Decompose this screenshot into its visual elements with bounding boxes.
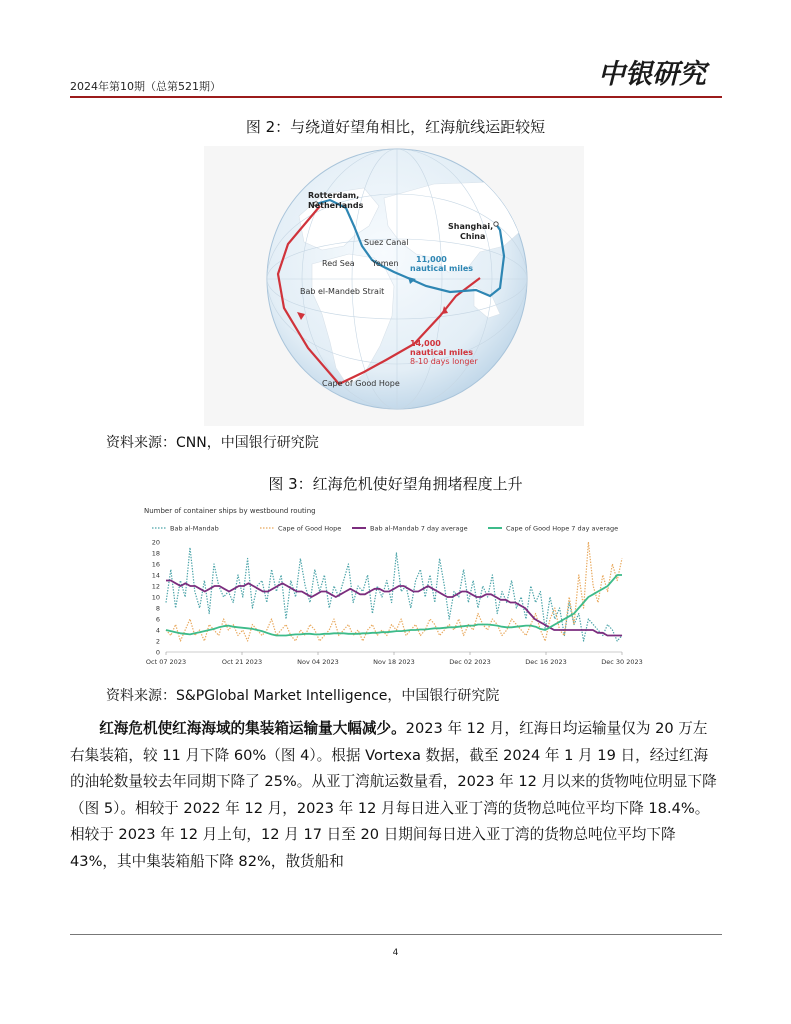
y-tick-label: 16 [151, 560, 160, 569]
suez-label: Suez Canal [364, 238, 409, 247]
bab-label: Bab el-Mandeb Strait [300, 287, 385, 296]
header-divider [70, 96, 722, 98]
long-route-extra-days: 8-10 days longer [410, 357, 478, 366]
x-tick-label: Dec 16 2023 [525, 658, 567, 666]
legend-label-2: Cape of Good Hope [278, 524, 342, 533]
legend-label-1: Bab al-Mandab [170, 524, 219, 533]
footer-divider [70, 934, 722, 935]
y-tick-label: 10 [151, 593, 160, 602]
red-sea-label: Red Sea [322, 259, 355, 268]
body-paragraph [70, 716, 722, 875]
y-tick-label: 12 [151, 582, 160, 591]
shanghai-label-line2: China [460, 232, 486, 241]
shanghai-label-line1: Shanghai, [448, 222, 494, 231]
lead-sentence: 红海危机使红海海域的集装箱运输量大幅减少。 [99, 720, 406, 737]
legend-label-4: Cape of Good Hope 7 day average [506, 524, 619, 533]
long-route-miles-unit: nautical miles [410, 348, 474, 357]
figure-3-title: 图 3：红海危机使好望角拥堵程度上升 [268, 475, 523, 493]
shanghai-marker [494, 222, 498, 226]
svg-text:中银研究: 中银研究 [598, 59, 706, 90]
short-route-miles: 11,000 [416, 255, 447, 264]
issue-number: 2024年第10期（总第521期） [70, 80, 221, 93]
paragraph-text: 2023 年 12 月，红海日均运输量仅为 20 万左右集装箱，较 11 月下降 60%（图 4）。根据 Vortexa 数据，截至 2024 年 1 月 19 日，经过红海的油轮数量较去年同期下降了 25%。从亚丁湾航运数量看，2023 年 12 月以来的货物吨位明显下降（图 5）。相较于 2022 年 12 月，2023 年 12 月每日进入亚丁湾的货物总吨位平均下降 18.4%。相较于 2023 年 12 月上旬，12 月 17 日至 20 日期间每日进入亚丁湾的货物总吨位平均下降 43%，其中集装箱船下降 82%，散货船和 [70, 720, 717, 870]
figure-3-source: 资料来源：S&PGlobal Market Intelligence，中国银行研究院 [106, 688, 500, 704]
figure-2-title: 图 2：与绕道好望角相比，红海航线运距较短 [245, 118, 546, 136]
cape-label: Cape of Good Hope [322, 379, 400, 388]
y-tick-label: 14 [151, 571, 160, 580]
long-route-miles: 14,000 [410, 339, 441, 348]
y-tick-label: 4 [155, 626, 160, 635]
rotterdam-label-line2: Netherlands [308, 201, 364, 210]
chart-title: Number of container ships by westbound routing [144, 507, 316, 515]
short-route-miles-unit: nautical miles [410, 264, 474, 273]
x-tick-label: Dec 02 2023 [449, 658, 491, 666]
rotterdam-label-line1: Rotterdam, [308, 191, 360, 200]
page-number: 4 [392, 948, 399, 958]
brand-logo [598, 52, 722, 92]
series-line-cape-of-good-hope-7-day-average [166, 575, 622, 636]
y-tick-label: 2 [155, 637, 160, 646]
container-ships-chart [142, 502, 643, 672]
legend-label-3: Bab al-Mandab 7 day average [370, 524, 468, 533]
y-tick-label: 18 [151, 549, 160, 558]
figure-2-source: 资料来源：CNN，中国银行研究院 [106, 435, 319, 451]
x-tick-label: Nov 18 2023 [373, 658, 415, 666]
x-tick-label: Oct 07 2023 [145, 658, 187, 666]
y-tick-label: 20 [151, 538, 160, 547]
route-map [204, 146, 584, 426]
y-tick-label: 8 [155, 604, 160, 613]
y-tick-label: 0 [155, 648, 160, 657]
y-tick-label: 6 [155, 615, 160, 624]
x-tick-label: Nov 04 2023 [297, 658, 339, 666]
yemen-label: Yemen [372, 259, 399, 268]
x-tick-label: Dec 30 2023 [601, 658, 643, 666]
x-tick-label: Oct 21 2023 [221, 658, 263, 666]
